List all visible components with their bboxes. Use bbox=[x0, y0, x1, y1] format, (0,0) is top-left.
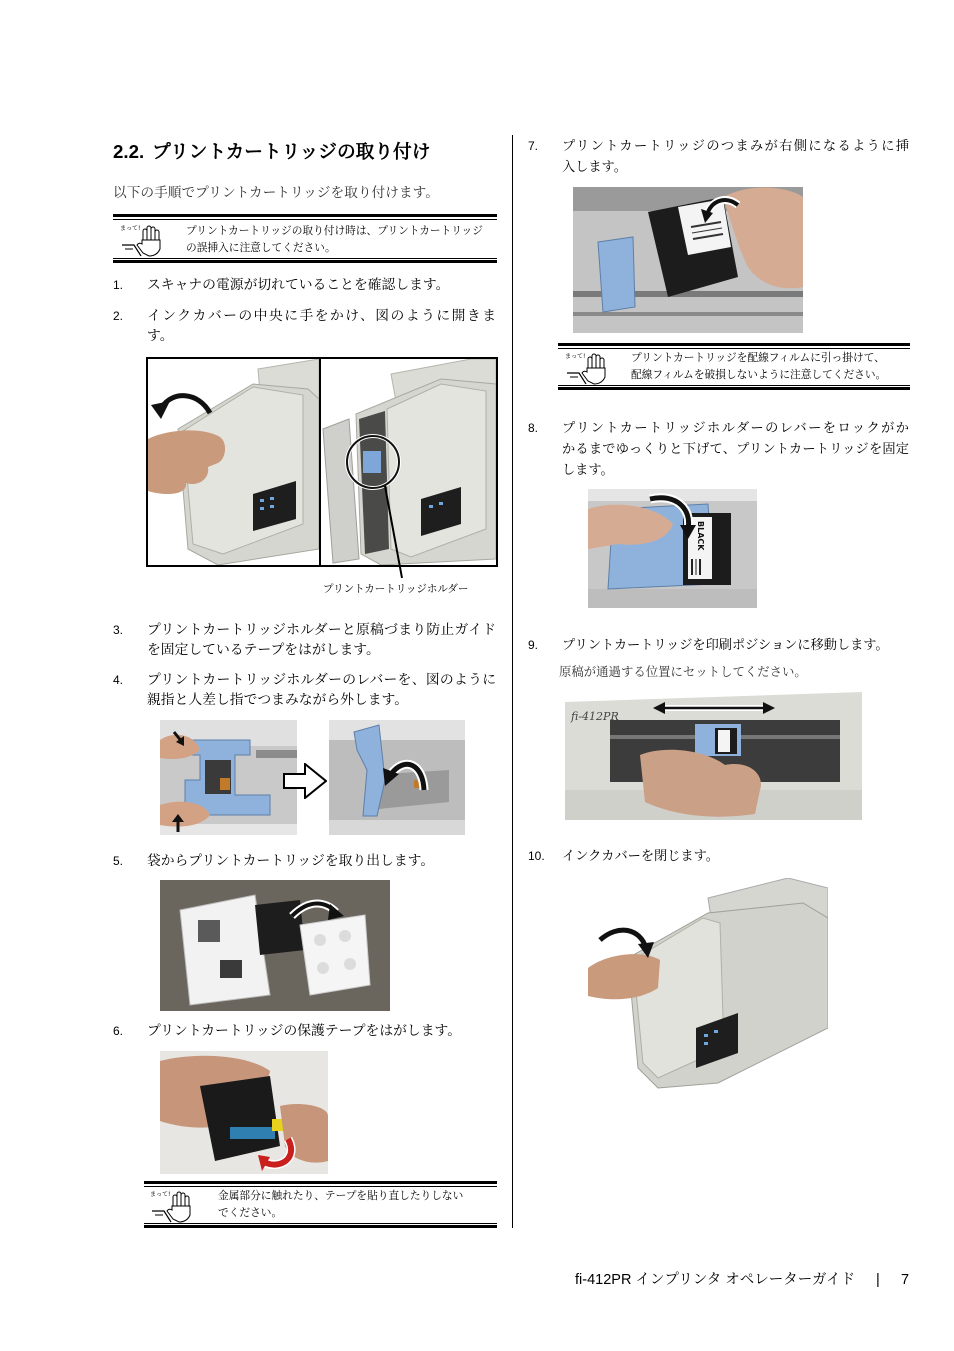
photo-hand-opening-cover bbox=[148, 359, 319, 565]
step-number: 10. bbox=[528, 849, 545, 863]
step-number: 5. bbox=[113, 854, 124, 868]
section-number: 2.2. bbox=[113, 141, 145, 162]
rule bbox=[144, 1223, 497, 1224]
rule bbox=[113, 219, 497, 220]
caution-hand-icon bbox=[564, 351, 616, 385]
photo-insert-cartridge bbox=[573, 187, 803, 333]
caution-text: 配線フィルムを破損しないように注意してください。 bbox=[631, 369, 887, 381]
step-text: 袋からプリントカートリッジを取り出します。 bbox=[147, 853, 435, 868]
step-text: 親指と人差し指でつまみながら外します。 bbox=[147, 692, 409, 707]
caution-text: でください。 bbox=[218, 1207, 283, 1219]
step-number: 4. bbox=[113, 673, 124, 687]
step-number: 8. bbox=[528, 421, 539, 435]
step-text: す。 bbox=[147, 328, 174, 343]
step-number: 7. bbox=[528, 139, 539, 153]
step-text: スキャナの電源が切れていることを確認します。 bbox=[147, 277, 450, 292]
caution-text: プリントカートリッジの取り付け時は、プリントカートリッジ bbox=[186, 225, 483, 237]
section-heading bbox=[113, 140, 430, 164]
step-number: 3. bbox=[113, 623, 124, 637]
rule bbox=[113, 214, 497, 217]
svg-text:まって!: まって! bbox=[150, 1191, 171, 1198]
step-number: 6. bbox=[113, 1024, 124, 1038]
step-text: かるまでゆっくりと下げて、プリントカートリッジを固定 bbox=[562, 441, 909, 456]
step-text: プリントカートリッジを印刷ポジションに移動します。 bbox=[562, 637, 889, 652]
step-text: プリントカートリッジのつまみが右側になるように挿 bbox=[562, 138, 909, 153]
rule bbox=[113, 260, 497, 263]
cartridge-label: BLACK bbox=[696, 521, 705, 551]
caution-text: プリントカートリッジを配線フィルムに引っ掛けて、 bbox=[631, 352, 885, 364]
caution-hand-icon bbox=[149, 1189, 201, 1223]
step-text: します。 bbox=[562, 462, 614, 477]
svg-text:まって!: まって! bbox=[565, 353, 586, 360]
scanner-model-logo: fi-412PR bbox=[571, 710, 619, 723]
photo-remove-protective-tape bbox=[160, 1051, 328, 1174]
footer-separator: | bbox=[876, 1272, 880, 1288]
rule bbox=[113, 258, 497, 259]
photo-lock-holder-lever bbox=[588, 489, 757, 608]
figure-open-ink-cover bbox=[146, 357, 498, 567]
figure-caption: プリントカートリッジホルダー bbox=[323, 583, 469, 595]
caution-hand-icon bbox=[119, 223, 171, 257]
page-number: 7 bbox=[901, 1272, 910, 1288]
svg-text:まって!: まって! bbox=[120, 225, 141, 232]
rule bbox=[558, 348, 910, 349]
rule bbox=[144, 1181, 497, 1184]
step-text: インクカバーを閉じます。 bbox=[562, 848, 719, 863]
photo-close-ink-cover bbox=[588, 878, 828, 1092]
intro-text: 以下の手順でプリントカートリッジを取り付けます。 bbox=[113, 185, 439, 200]
rule bbox=[144, 1225, 497, 1228]
step-text: プリントカートリッジの保護テープをはがします。 bbox=[147, 1023, 462, 1038]
step-text: インクカバーの中央に手をかけ、図のように開きま bbox=[147, 308, 496, 323]
step-number: 9. bbox=[528, 638, 539, 652]
right-arrow-icon bbox=[283, 763, 327, 799]
caution-text: の誤挿入に注意してください。 bbox=[186, 242, 336, 254]
photo-move-to-print-position bbox=[565, 690, 862, 820]
rule bbox=[144, 1186, 497, 1187]
rule bbox=[558, 387, 910, 390]
caution-text: 金属部分に触れたり、テープを貼り直したりしない bbox=[218, 1190, 464, 1202]
section-title: プリントカートリッジの取り付け bbox=[152, 141, 431, 162]
column-divider bbox=[512, 135, 513, 1228]
rule bbox=[558, 343, 910, 346]
step-number: 1. bbox=[113, 278, 124, 292]
step-text: プリントカートリッジホルダーと原稿づまり防止ガイド bbox=[147, 622, 496, 637]
step-note: 原稿が通過する位置にセットしてください。 bbox=[559, 665, 807, 679]
step-number: 2. bbox=[113, 309, 124, 323]
step-text: を固定しているテープをはがします。 bbox=[147, 642, 380, 657]
caption-pointer-line bbox=[380, 480, 410, 580]
rule bbox=[558, 385, 910, 386]
photo-pinch-holder-lever bbox=[160, 720, 297, 835]
step-text: 入します。 bbox=[562, 159, 627, 174]
photo-unpack-cartridge bbox=[160, 880, 390, 1011]
photo-holder-released bbox=[329, 720, 465, 835]
footer-title: fi-412PR インプリンタ オペレーターガイド bbox=[575, 1272, 856, 1288]
step-text: プリントカートリッジホルダーのレバーをロックがか bbox=[562, 420, 909, 435]
step-text: プリントカートリッジホルダーのレバーを、図のように bbox=[147, 672, 496, 687]
